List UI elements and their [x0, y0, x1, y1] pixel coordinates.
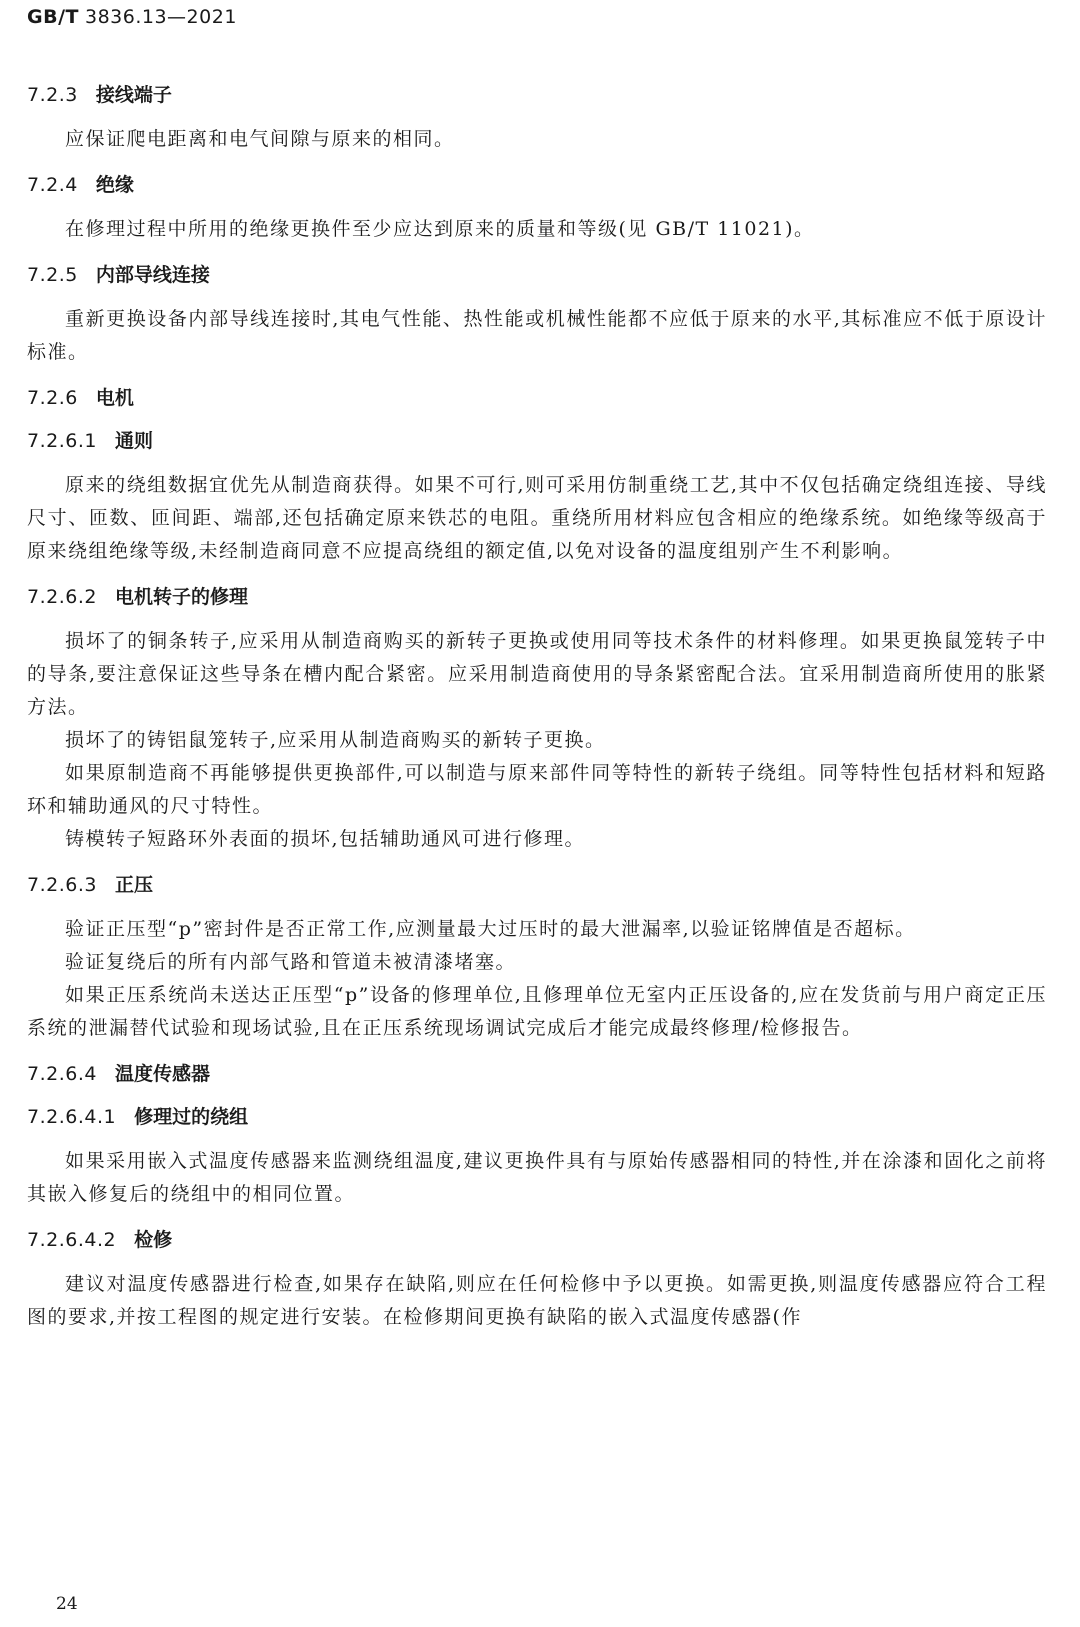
- section-number: 7.2.6.3: [27, 874, 97, 896]
- section-number: 7.2.6.4.2: [27, 1229, 117, 1251]
- section-number: 7.2.5: [27, 264, 78, 286]
- section-number: 7.2.6.4.1: [27, 1106, 117, 1128]
- paragraph: 如果原制造商不再能够提供更换部件,可以制造与原来部件同等特性的新转子绕组。同等特性包括材料和短路环和辅助通风的尺寸特性。: [27, 762, 1047, 817]
- section-heading-7-2-3: [27, 80, 1047, 110]
- document-body: [27, 80, 1047, 1334]
- section-title: 接线端子: [95, 84, 172, 106]
- section-title: 电机: [95, 387, 134, 409]
- section-number: 7.2.4: [27, 174, 78, 196]
- paragraph: 在修理过程中所用的绝缘更换件至少应达到原来的质量和等级(见 GB/T 11021)。: [65, 218, 815, 240]
- section-heading-7-2-5: [27, 260, 1047, 290]
- paragraph: 如果采用嵌入式温度传感器来监测绕组温度,建议更换件具有与原始传感器相同的特性,并在涂漆和固化之前将其嵌入修复后的绕组中的相同位置。: [27, 1150, 1047, 1205]
- section-title: 绝缘: [95, 174, 134, 196]
- section-number: 7.2.3: [27, 84, 78, 106]
- section-title: 通则: [114, 430, 153, 452]
- section-title: 电机转子的修理: [114, 586, 248, 608]
- section-heading-7-2-4: [27, 170, 1047, 200]
- paragraph: 原来的绕组数据宜优先从制造商获得。如果不可行,则可采用仿制重绕工艺,其中不仅包括确定绕组连接、导线尺寸、匝数、匝间距、端部,还包括确定原来铁芯的电阻。重绕所用材料应包含相应的绝缘系统。如绝缘等级高于原来绕组绝缘等级,未经制造商同意不应提高绕组的额定值,以免对设备的温度组别产生不利影响。: [27, 474, 1047, 562]
- paragraph: 损坏了的铜条转子,应采用从制造商购买的新转子更换或使用同等技术条件的材料修理。如果更换鼠笼转子中的导条,要注意保证这些导条在槽内配合紧密。应采用制造商使用的导条紧密配合法。宜采用制造商所使用的胀紧方法。: [27, 630, 1047, 718]
- paragraph: 损坏了的铸铝鼠笼转子,应采用从制造商购买的新转子更换。: [65, 729, 606, 751]
- paragraph: 验证复绕后的所有内部气路和管道未被清漆堵塞。: [65, 951, 517, 973]
- section-number: 7.2.6.4: [27, 1063, 97, 1085]
- section-heading-7-2-6-4-2: [27, 1225, 1047, 1255]
- paragraph: 应保证爬电距离和电气间隙与原来的相同。: [65, 128, 455, 150]
- section-title: 检修: [134, 1229, 173, 1251]
- section-heading-7-2-6-3: [27, 870, 1047, 900]
- paragraph: 建议对温度传感器进行检查,如果存在缺陷,则应在任何检修中予以更换。如需更换,则温度传感器应符合工程图的要求,并按工程图的规定进行安装。在检修期间更换有缺陷的嵌入式温度传感器(作: [27, 1273, 1047, 1328]
- standard-number: 3836.13—2021: [84, 6, 237, 28]
- section-title: 修理过的绕组: [134, 1106, 249, 1128]
- section-heading-7-2-6-2: [27, 582, 1047, 612]
- section-title: 正压: [114, 874, 153, 896]
- section-number: 7.2.6: [27, 387, 78, 409]
- page-number: 24: [56, 1594, 78, 1614]
- paragraph: 验证正压型“p”密封件是否正常工作,应测量最大过压时的最大泄漏率,以验证铭牌值是否超标。: [65, 918, 916, 940]
- section-heading-7-2-6-4-1: [27, 1102, 1047, 1132]
- section-heading-7-2-6: [27, 383, 1047, 413]
- section-title: 内部导线连接: [95, 264, 210, 286]
- paragraph: 重新更换设备内部导线连接时,其电气性能、热性能或机械性能都不应低于原来的水平,其标准应不低于原设计标准。: [27, 308, 1047, 363]
- section-heading-7-2-6-1: [27, 426, 1047, 456]
- section-heading-7-2-6-4: [27, 1059, 1047, 1089]
- section-number: 7.2.6.2: [27, 586, 97, 608]
- paragraph: 铸模转子短路环外表面的损坏,包括辅助通风可进行修理。: [65, 828, 586, 850]
- paragraph: 如果正压系统尚未送达正压型“p”设备的修理单位,且修理单位无室内正压设备的,应在发货前与用户商定正压系统的泄漏替代试验和现场试验,且在正压系统现场调试完成后才能完成最终修理/检修报告。: [27, 984, 1047, 1039]
- section-number: 7.2.6.1: [27, 430, 97, 452]
- standard-code: GB/T: [27, 6, 79, 28]
- section-title: 温度传感器: [114, 1063, 210, 1085]
- standard-header: [27, 6, 237, 28]
